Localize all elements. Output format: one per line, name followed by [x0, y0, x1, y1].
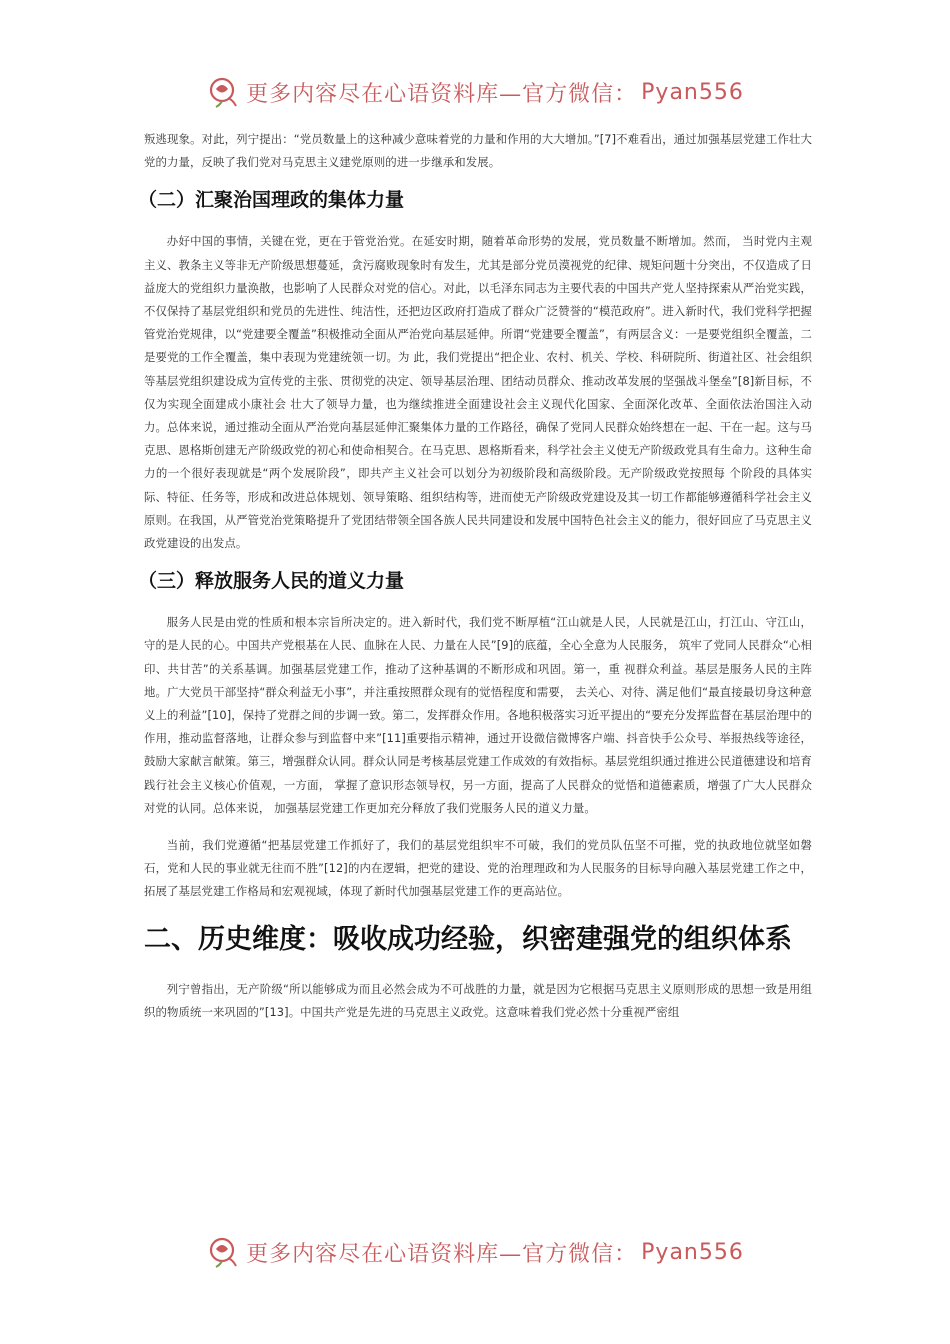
paragraph-1: 叛逃现象。对此，列宁提出：“党员数量上的这种减少意味着党的力量和作用的大大增加。”[7]不难看出，通过加强基层党建工作壮大党的力量，反映了我们党对马克思主义建党原则的进一步继承和发展。	[144, 132, 812, 170]
wechat-id: Pyan556	[641, 79, 744, 105]
paragraph-2: 办好中国的事情，关键在党，更在于管党治党。在延安时期，随着革命形势的发展，党员数量不断增加。然而， 当时党内主观主义、教条主义等非无产阶级思想蔓延，贪污腐败现象时有发生，尤其是部分党员漠视党的纪律、规矩问题十分突出，不仅造成了日益庞大的党组织力量涣散，也影响了人民群众对党的信心。对此，以毛泽东同志为主要代表的中国共产党人坚持探索从严治党实践，不仅保持了基层党组织和党员的先进性、纯洁性，还把边区政府打造成了群众广泛赞誉的“模范政府”。进入新时代，我们党科学把握管党治党规律，以“党建要全覆盖”积极推动全面从严治党向基层延伸。所谓“党建要全覆盖”，有两层含义：一是要党组织全覆盖，二是要党的工作全覆盖，集中表现为党建统领一切。为 此，我们党提出“把企业、农村、机关、学校、科研院所、街道社区、社会组织等基层党组织建设成为宣传党的主张、贯彻党的决定、领导基层治理、团结动员群众、推动改革发展的坚强战斗堡垒”[8]新目标，不仅为实现全面建成小康社会 壮大了领导力量，也为继续推进全面建设社会主义现代化国家、全面深化改革、全面依法治国注入动力。总体来说，通过推动全面从严治党向基层延伸汇聚集体力量的工作路径，确保了党同人民群众始终想在一起、干在一起。这与马克思、恩格斯创建无产阶级政党的初心和使命相契合。在马克思、恩格斯看来，科学社会主义使无产阶级政党具有生命力。这种生命力的一个很好表现就是“两个发展阶段”，即共产主义社会可以划分为初级阶段和高级阶段。无产阶级政党按照每 个阶段的具体实际、特征、任务等，形成和改进总体规划、领导策略、组织结构等，进而使无产阶级政党建设及其一切工作都能够遵循科学社会主义原则。在我国，从严管党治党策略提升了党团结带领全国各族人民共同建设和发展中国特色社会主义的能力，很好回应了马克思主义政党建设的出发点。	[144, 234, 812, 551]
footer-banner	[0, 1232, 950, 1272]
paragraph-5: 列宁曾指出，无产阶级“所以能够成为而且必然会成为不可战胜的力量，就是因为它根据马克思主义原则形成的思想一致是用组织的物质统一来巩固的”[13]。中国共产党是先进的马克思主义政党。这意味着我们党必然十分重视严密组	[144, 981, 812, 1019]
banner-text: 更多内容尽在心语资料库—官方微信：	[246, 1241, 638, 1267]
document-body	[138, 128, 812, 1038]
rose-logo-icon	[206, 74, 242, 110]
header-banner	[0, 72, 950, 112]
section-heading-3: （三）释放服务人民的道义力量	[138, 570, 405, 593]
rose-logo-icon	[206, 1234, 242, 1270]
section-heading-2: （二）汇聚治国理政的集体力量	[138, 189, 405, 212]
part-heading-2: 二、历史维度：吸收成功经验，织密建强党的组织体系	[144, 923, 792, 955]
paragraph-4: 当前，我们党遵循“把基层党建工作抓好了，我们的基层党组织牢不可破，我们的党员队伍坚不可摧，党的执政地位就坚如磐石，党和人民的事业就无往而不胜”[12]的内在逻辑，把党的建设、党的治理理政和为人民服务的目标导向融入基层党建工作之中，拓展了基层党建工作格局和宏观视域，体现了新时代加强基层党建工作的更高站位。	[144, 838, 812, 899]
wechat-id: Pyan556	[641, 1239, 744, 1265]
banner-text: 更多内容尽在心语资料库—官方微信：	[246, 81, 638, 107]
paragraph-3: 服务人民是由党的性质和根本宗旨所决定的。进入新时代，我们党不断厚植“江山就是人民，人民就是江山，打江山、守江山，守的是人民的心。中国共产党根基在人民、血脉在人民、力量在人民”[9]的底蕴，全心全意为人民服务， 筑牢了党同人民群众“心相印、共甘苦”的关系基调。加强基层党建工作，推动了这种基调的不断形成和巩固。第一，重 视群众利益。基层是服务人民的主阵地。广大党员干部坚持“群众利益无小事”，并注重按照群众现有的觉悟程度和需要， 去关心、对待、满足他们“最直接最切身这种意义上的利益”[10]，保持了党群之间的步调一致。第二，发挥群众作用。各地积极落实习近平提出的“要充分发挥监督在基层治理中的作用，推动监督落地，让群众参与到监督中来”[11]重要指示精神，通过开设微信微博客户端、抖音快手公众号、举报热线等途径，鼓励大家献言献策。第三，增强群众认同。群众认同是考核基层党建工作成效的有效指标。基层党组织通过推进公民道德建设和培育践行社会主义核心价值观，一方面， 掌握了意识形态领导权，另一方面，提高了人民群众的觉悟和道德素质，增强了广大人民群众对党的认同。总体来说， 加强基层党建工作更加充分释放了我们党服务人民的道义力量。	[144, 615, 812, 815]
